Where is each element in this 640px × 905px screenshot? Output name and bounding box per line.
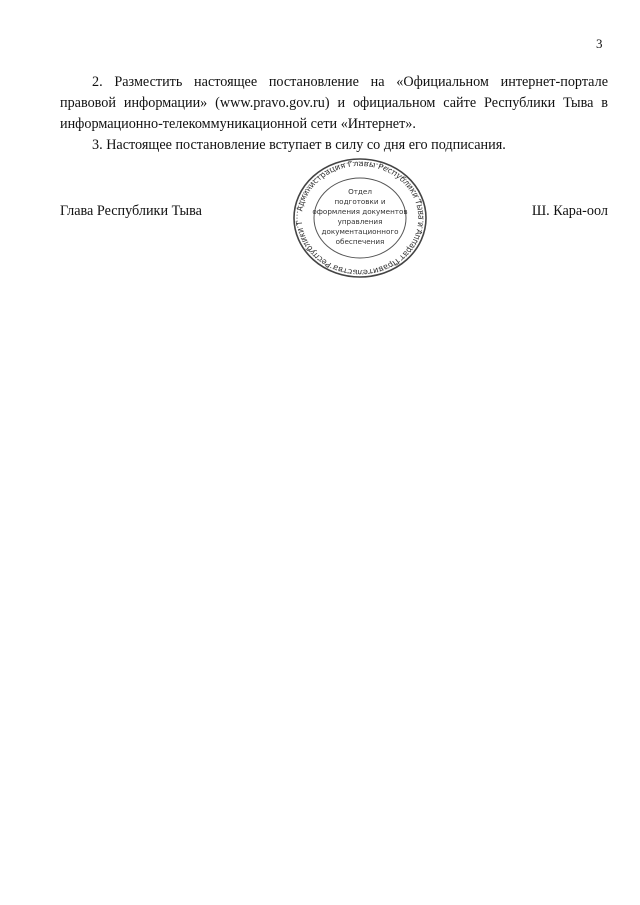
official-seal-stamp bbox=[290, 156, 430, 280]
seal-ring-text: Администрация Главы Республики Тыва и Аппарат Правительства Республики Т bbox=[294, 159, 426, 277]
seal-line-4: управления bbox=[337, 217, 383, 226]
seal-line-6: обеспечения bbox=[335, 237, 385, 246]
paragraph-item-2: 2. Разместить настоящее постановление на «Официальном интернет-портале правовой информации» (www.pravo.gov.ru) и официальном сайте Республики Тыва в информационно-телекоммуникационной сети «Интернет». bbox=[60, 74, 608, 132]
seal-line-2: подготовки и bbox=[334, 197, 386, 206]
signatory-position: Глава Республики Тыва bbox=[60, 203, 202, 219]
seal-center-text bbox=[312, 187, 407, 246]
seal-line-3: оформления документов bbox=[312, 207, 408, 216]
document-body bbox=[60, 72, 608, 156]
signatory-name: Ш. Кара-оол bbox=[531, 203, 608, 219]
seal-line-1: Отдел bbox=[348, 187, 372, 196]
page-number: 3 bbox=[596, 36, 603, 51]
seal-graphic bbox=[290, 156, 430, 280]
seal-line-5: документационного bbox=[321, 227, 399, 236]
paragraph-item-3: 3. Настоящее постановление вступает в силу со дня его подписания. bbox=[92, 137, 506, 153]
